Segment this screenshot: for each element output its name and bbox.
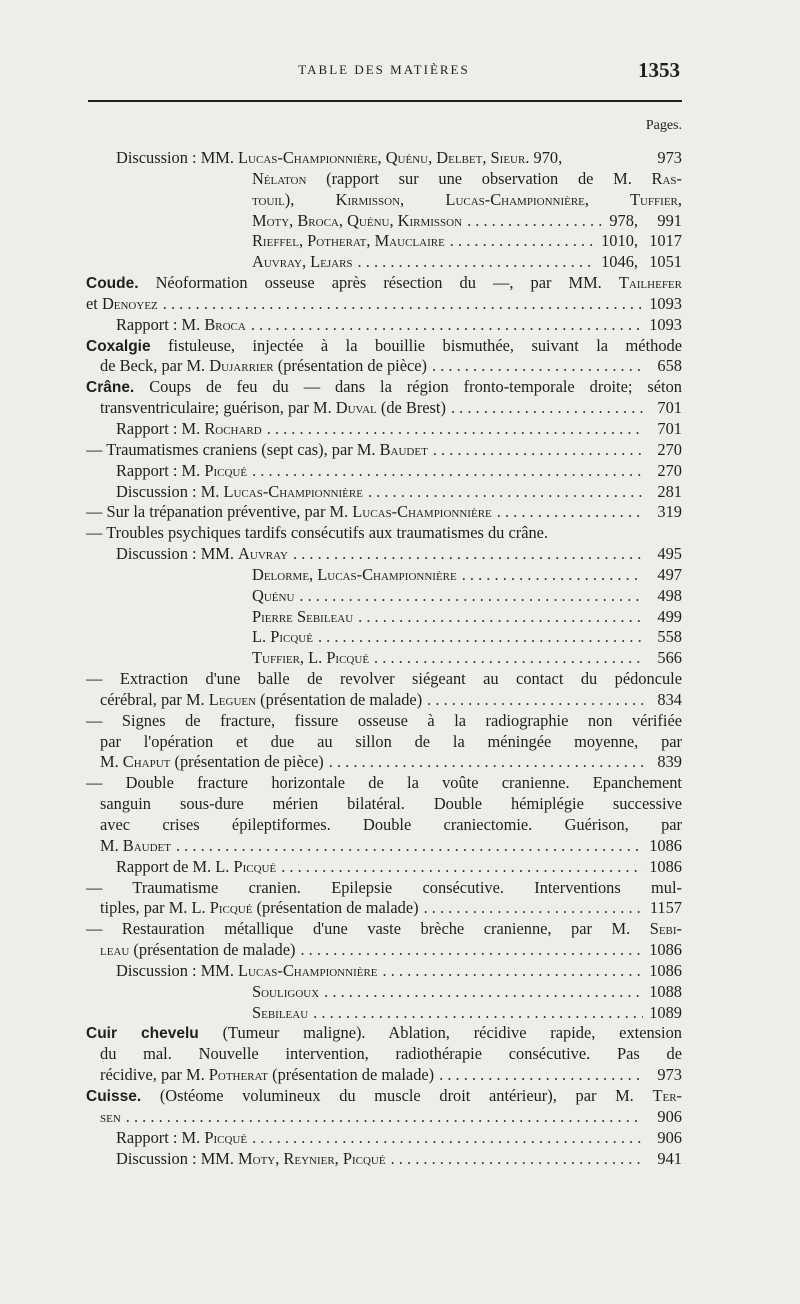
page-ref: 497 <box>657 564 682 584</box>
author-name: Lucas-Championnière <box>223 481 363 501</box>
author-name: Auvray, Lejars <box>252 252 353 272</box>
index-line <box>86 169 682 190</box>
author-name: Baudet <box>122 835 171 855</box>
index-line <box>86 1086 682 1107</box>
running-title: TABLE DES MATIÈRES <box>298 62 470 77</box>
entry-phrase: — Traumatismes craniens (sept cas), par M. <box>86 439 380 459</box>
index-line <box>86 1128 682 1149</box>
dot-leader <box>462 565 643 586</box>
dot-leader <box>439 1065 643 1086</box>
author-name: Rieffel, Potherat, Mauclaire <box>252 231 445 251</box>
index-line <box>86 1065 682 1086</box>
dot-leader <box>383 961 643 982</box>
page-ref: 1088 <box>649 981 682 1001</box>
entry-text <box>252 169 682 190</box>
page-ref: 701 <box>657 418 682 438</box>
entry-phrase: récidive, par M. <box>100 1065 209 1085</box>
page-ref: 1086 <box>649 856 682 876</box>
page-ref: 991 <box>657 210 682 230</box>
entry-text <box>116 419 262 440</box>
entry-phrase: du mal. Nouvelle intervention, radiothérapie consécutive. Pas de <box>100 1044 682 1064</box>
entry-text <box>86 502 492 523</box>
index-line <box>86 794 682 815</box>
entry-heading: Crâne. <box>86 379 135 397</box>
entry-phrase: (de Brest) <box>376 398 446 418</box>
entry-text <box>252 211 462 232</box>
entry-text <box>100 794 682 815</box>
entry-phrase: (présentation de pièce) <box>170 752 324 772</box>
entry-phrase: Rapport : M. <box>116 460 205 480</box>
dot-leader <box>252 1128 643 1149</box>
index-line <box>86 1044 682 1065</box>
page-ref: 281 <box>657 481 682 501</box>
entry-phrase: Discussion : MM. <box>116 1148 239 1168</box>
page-ref: 1157 <box>649 898 682 918</box>
entry-text <box>100 815 682 836</box>
author-name: leau <box>100 940 130 960</box>
page-ref: 1093 <box>649 314 682 334</box>
author-name: Potherat <box>208 1065 269 1085</box>
dot-leader <box>450 231 596 252</box>
entry-text <box>116 857 276 878</box>
page-ref: 658 <box>657 356 682 376</box>
entry-phrase: M. <box>100 835 123 855</box>
entry-text <box>252 982 319 1003</box>
pages-column-label: Pages. <box>645 118 682 133</box>
index-line <box>86 1003 682 1024</box>
index-line <box>86 231 682 252</box>
author-name: Tuffier, L. Picqué <box>252 648 370 668</box>
author-name: Souligoux <box>252 981 320 1001</box>
index-line <box>86 982 682 1003</box>
author-name: Denoyez <box>101 293 158 313</box>
dot-leader <box>424 898 643 919</box>
author-name: Lucas-Championnière, Quénu, Delbet, Sieur <box>238 148 526 167</box>
index-line <box>86 273 682 294</box>
entry-text <box>100 1107 121 1128</box>
entry-phrase: de Beck, par M. <box>100 356 210 376</box>
entry-phrase: Discussion : MM. <box>116 544 239 564</box>
entry-phrase: Discussion : MM. <box>116 960 239 980</box>
dot-leader <box>251 315 643 336</box>
entry-text <box>252 627 313 648</box>
index-line <box>86 336 682 357</box>
page-ref: 906 <box>657 1127 682 1147</box>
dot-leader <box>126 1107 643 1128</box>
author-name: Picqué <box>204 460 248 480</box>
index-line <box>86 836 682 857</box>
page-ref: 1089 <box>649 1002 682 1022</box>
entry-text <box>100 356 427 377</box>
author-name: touil <box>252 189 285 209</box>
entry-heading: Coxalgie <box>86 337 151 355</box>
author-name: Lucas-Championnière <box>352 502 492 522</box>
author-name: Lucas-Championnière <box>238 960 378 980</box>
entry-text <box>86 773 682 794</box>
index-line <box>86 898 682 919</box>
index-line <box>86 752 682 773</box>
index-line <box>86 627 682 648</box>
dot-leader <box>374 648 643 669</box>
index-line <box>86 398 682 419</box>
entry-text <box>252 565 457 586</box>
entry-phrase: Rapport : M. <box>116 418 205 438</box>
dot-leader <box>252 461 643 482</box>
index-line <box>86 294 682 315</box>
author-name: Sebileau <box>252 1002 309 1022</box>
dot-leader <box>427 690 643 711</box>
page-ref: 558 <box>657 627 682 647</box>
index-line <box>86 190 682 211</box>
entry-text <box>100 1065 434 1086</box>
entry-text <box>86 440 428 461</box>
author-name: Picqué <box>270 627 313 647</box>
entry-text <box>252 252 353 273</box>
dot-leader <box>267 419 643 440</box>
entry-phrase: par l'opération et due au sillon de la méningée moyenne, par <box>100 731 682 751</box>
page-header <box>88 58 680 88</box>
author-name: Moty, Reynier, Picqué <box>238 1148 386 1168</box>
entry-text <box>100 1044 682 1065</box>
page-ref: 701 <box>657 398 682 418</box>
page-ref: 1086 <box>649 940 682 960</box>
first-page-ref: 978, <box>609 210 638 230</box>
entry-text <box>116 1149 386 1170</box>
entry-phrase: Rapport de M. L. <box>116 856 234 876</box>
entry-text <box>86 878 682 899</box>
entry-text <box>100 836 171 857</box>
entry-text <box>100 732 682 753</box>
entry-text <box>100 940 295 961</box>
index-line <box>86 461 682 482</box>
page-ref: 495 <box>657 544 682 564</box>
page-ref: 499 <box>657 606 682 626</box>
dot-leader <box>391 1149 643 1170</box>
author-name: sen <box>100 1106 121 1126</box>
dot-leader <box>176 836 643 857</box>
entry-phrase: et <box>86 293 102 313</box>
entry-phrase: — Signes de fracture, fissure osseuse à la radiographie non vérifiée <box>86 710 682 730</box>
entry-text <box>86 336 682 357</box>
author-name: Rochard <box>204 418 262 438</box>
page-ref: 973 <box>657 1065 682 1085</box>
author-name: Moty, Broca, Quénu, Kirmisson <box>252 210 463 230</box>
entry-phrase: transventriculaire; guérison, par M. <box>100 398 336 418</box>
page-ref: 566 <box>657 648 682 668</box>
dot-leader <box>358 252 597 273</box>
entry-text <box>100 690 422 711</box>
author-name: Picqué <box>204 1127 248 1147</box>
index-line <box>86 544 682 565</box>
index-line <box>86 565 682 586</box>
entry-phrase: Discussion : M. <box>116 481 224 501</box>
entry-phrase: (Ostéome volumineux du muscle droit antérieur), par M. <box>141 1085 653 1105</box>
entry-text <box>252 586 294 607</box>
page-ref: 906 <box>657 1106 682 1126</box>
entry-text <box>116 961 378 982</box>
entry-phrase: sanguin sous-dure mérien bilatéral. Double hémiplégie successive <box>100 794 682 814</box>
entry-phrase: tiples, par M. L. <box>100 898 210 918</box>
author-name: Chaput <box>122 752 171 772</box>
page-ref: 834 <box>657 689 682 709</box>
author-name: Nélaton <box>252 168 307 188</box>
dot-leader <box>451 398 643 419</box>
entry-text <box>100 898 419 919</box>
index-line <box>86 1107 682 1128</box>
entry-phrase: (présentation de malade) <box>268 1065 435 1085</box>
entry-phrase: (présentation de pièce) <box>273 356 428 376</box>
index-line <box>86 857 682 878</box>
index-line <box>86 961 682 982</box>
index-line <box>86 773 682 794</box>
author-name: Tailhefer <box>618 273 682 293</box>
index-line <box>86 878 682 899</box>
dot-leader <box>313 1003 643 1024</box>
entry-phrase: . 970, <box>525 148 563 167</box>
author-name: Auvray <box>238 544 288 564</box>
entry-heading: Cuisse. <box>86 1087 142 1105</box>
page-ref: 1086 <box>649 960 682 980</box>
author-name: Pierre Sebileau <box>252 606 354 626</box>
entry-text <box>86 377 682 398</box>
index-line <box>86 940 682 961</box>
index-line <box>86 919 682 940</box>
index-line <box>86 648 682 669</box>
header-rule <box>88 100 682 102</box>
dot-leader <box>358 607 643 628</box>
dot-leader <box>324 982 643 1003</box>
first-page-ref: 1010, <box>601 231 638 251</box>
entry-text <box>116 461 247 482</box>
entry-phrase: Néoformation osseuse après résection du —, par MM. <box>138 273 619 293</box>
first-page-ref: 1046, <box>601 252 638 272</box>
index-line <box>86 523 682 544</box>
dot-leader <box>318 627 643 648</box>
dot-leader <box>467 211 604 232</box>
entry-phrase: L. <box>252 627 271 647</box>
index-line <box>86 669 682 690</box>
index-line <box>86 377 682 398</box>
author-name: Ras- <box>651 168 682 188</box>
index-entries <box>86 148 682 1169</box>
dot-leader <box>281 857 643 878</box>
entry-text <box>116 1128 247 1149</box>
entry-text <box>116 148 562 169</box>
dot-leader <box>368 482 643 503</box>
index-line <box>86 502 682 523</box>
entry-text <box>86 919 682 940</box>
entry-phrase: (présentation de malade) <box>129 940 296 960</box>
entry-phrase: — Double fracture horizontale de la voûte cranienne. Epanchement <box>86 773 682 793</box>
page-ref: 941 <box>657 1148 682 1168</box>
entry-text <box>86 1023 682 1044</box>
author-name: Picqué <box>233 856 277 876</box>
author-name: Duval <box>335 398 377 418</box>
entry-text <box>86 669 682 690</box>
page-ref: 1093 <box>649 293 682 313</box>
entry-phrase: — Traumatisme cranien. Epilepsie consécutive. Interventions mul- <box>86 877 682 897</box>
page-ref: 319 <box>657 502 682 522</box>
index-line <box>86 711 682 732</box>
entry-phrase: avec crises épileptiformes. Double craniectomie. Guérison, par <box>100 815 682 834</box>
entry-phrase: — Restauration métallique d'une vaste brèche cranienne, par M. <box>86 919 650 939</box>
entry-phrase: fistuleuse, injectée à la bouillie bismuthée, suivant la méthode <box>150 335 682 355</box>
entry-text <box>86 523 548 544</box>
entry-text <box>86 294 158 315</box>
author-name: Kirmisson, Lucas-Championnière, Tuffier, <box>335 189 682 209</box>
entry-phrase: — Sur la trépanation préventive, par M. <box>86 502 353 522</box>
page-ref: 1051 <box>649 252 682 272</box>
index-line <box>86 732 682 753</box>
entry-phrase: — Extraction d'une balle de revolver siégeant au contact du pédoncule <box>86 669 682 689</box>
index-line <box>86 211 682 232</box>
author-name: Baudet <box>379 439 428 459</box>
index-line <box>86 1023 682 1044</box>
author-name: Dujarrier <box>209 356 274 376</box>
dot-leader <box>329 752 643 773</box>
entry-text <box>100 752 324 773</box>
entry-phrase: Discussion : MM. <box>116 148 239 167</box>
page-ref: 973 <box>657 148 682 167</box>
entry-phrase: (présentation de malade) <box>252 898 419 918</box>
index-line <box>86 148 682 169</box>
dot-leader <box>497 502 643 523</box>
index-line <box>86 815 682 836</box>
page-ref: 270 <box>657 460 682 480</box>
page-ref: 1017 <box>649 231 682 251</box>
entry-phrase: Rapport : M. <box>116 314 205 334</box>
entry-text <box>116 315 246 336</box>
page-ref: 498 <box>657 585 682 605</box>
dot-leader <box>293 544 643 565</box>
entry-text <box>100 398 446 419</box>
entry-text <box>252 648 369 669</box>
entry-phrase: ), <box>284 189 336 209</box>
index-line <box>86 356 682 377</box>
page-ref: 839 <box>657 752 682 772</box>
author-name: Sebi- <box>649 919 682 939</box>
page-ref: 1086 <box>649 835 682 855</box>
entry-text <box>86 1086 682 1107</box>
index-line <box>86 690 682 711</box>
index-line <box>86 315 682 336</box>
entry-phrase: (rapport sur une observation de M. <box>306 168 652 188</box>
entry-text <box>252 231 445 252</box>
index-line <box>86 482 682 503</box>
entry-phrase: cérébral, par M. <box>100 689 209 709</box>
entry-phrase: (Tumeur maligne). Ablation, récidive rapide, extension <box>198 1023 682 1043</box>
entry-text <box>252 607 353 628</box>
entry-heading: Cuir chevelu <box>86 1025 199 1043</box>
entry-text <box>86 273 682 294</box>
entry-phrase: Rapport : M. <box>116 1127 205 1147</box>
entry-phrase: (présentation de malade) <box>256 689 423 709</box>
author-name: Delorme, Lucas-Championnière <box>252 564 457 584</box>
index-line <box>86 607 682 628</box>
dot-leader <box>300 940 643 961</box>
dot-leader <box>433 440 643 461</box>
author-name: Quénu <box>252 585 295 605</box>
index-line <box>86 586 682 607</box>
entry-text <box>252 1003 308 1024</box>
entry-phrase: M. <box>100 752 123 772</box>
author-name: Broca <box>204 314 246 334</box>
dot-leader <box>163 294 643 315</box>
entry-text <box>116 482 363 503</box>
index-line <box>86 1149 682 1170</box>
entry-text <box>86 711 682 732</box>
entry-text <box>116 544 288 565</box>
index-line <box>86 252 682 273</box>
author-name: Picqué <box>209 898 253 918</box>
entry-text <box>252 190 682 211</box>
author-name: Leguen <box>208 689 257 709</box>
dot-leader <box>299 586 643 607</box>
page-number: 1353 <box>638 58 680 82</box>
index-line <box>86 440 682 461</box>
entry-phrase: Coups de feu du — dans la région fronto-temporale droite; séton <box>134 377 682 397</box>
index-line <box>86 419 682 440</box>
author-name: Ter- <box>652 1085 682 1105</box>
page-ref: 270 <box>657 439 682 459</box>
entry-phrase: — Troubles psychiques tardifs consécutifs aux traumatismes du crâne. <box>86 523 549 543</box>
dot-leader <box>432 356 643 377</box>
entry-heading: Coude. <box>86 275 139 293</box>
